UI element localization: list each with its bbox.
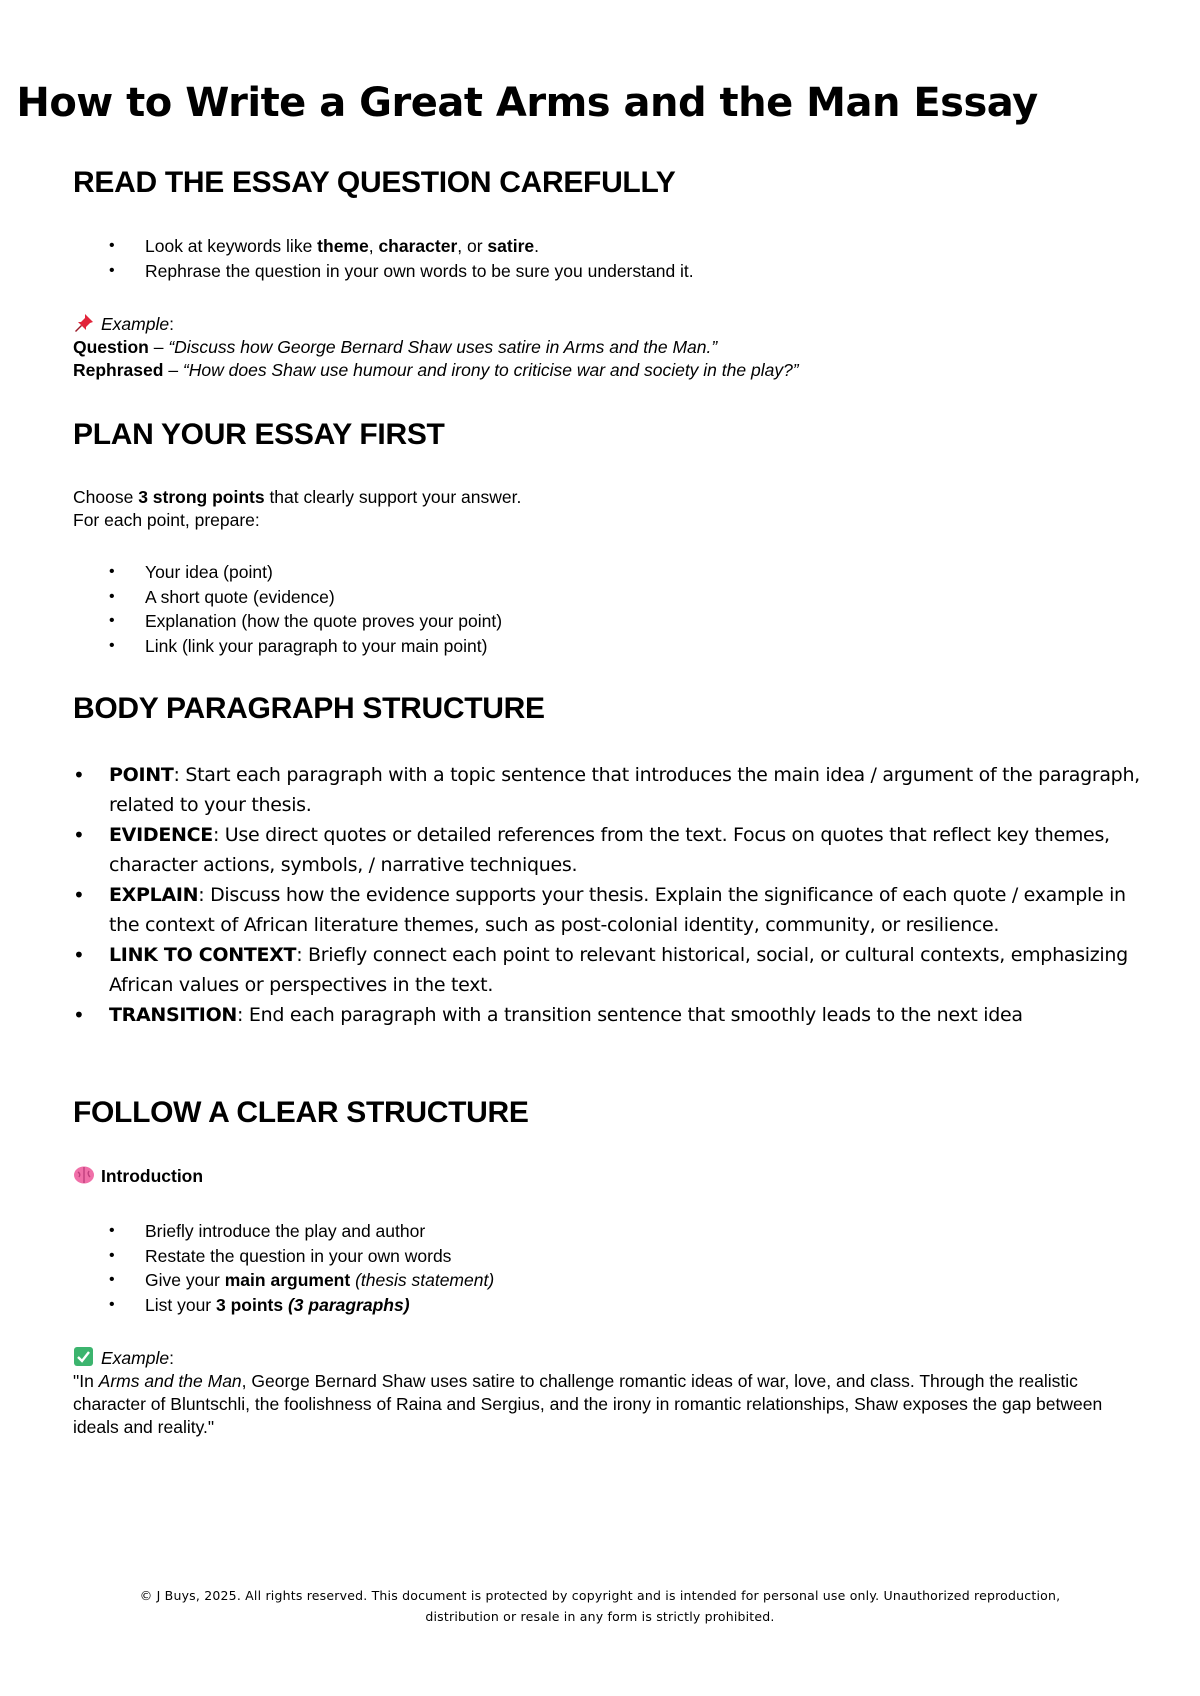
list-item: • Look at keywords like theme, character, or satire. — [73, 234, 1133, 259]
keyword-list — [73, 234, 1133, 283]
body-structure-list — [73, 760, 1148, 1030]
list-item: • Your idea (point) — [73, 560, 1133, 585]
rephrased-line: Rephrased – “How does Shaw use humour and irony to criticise war and society in the play?” — [73, 360, 799, 380]
list-item: • EVIDENCE: Use direct quotes or detailed references from the text. Focus on quotes that reflect key themes, character actions, symbols, / narrative techniques. — [73, 820, 1148, 880]
list-item: • Rephrase the question in your own words to be sure you understand it. — [73, 259, 1133, 284]
list-item: • TRANSITION: End each paragraph with a transition sentence that smoothly leads to the next idea — [73, 1000, 1148, 1030]
plan-list — [73, 560, 1133, 658]
introduction-label: Introduction — [73, 1165, 1133, 1188]
copyright-footer — [0, 1585, 1200, 1627]
section-heading-plan-essay: PLAN YOUR ESSAY FIRST — [73, 418, 445, 451]
check-mark-icon — [73, 1347, 95, 1367]
list-item: • List your 3 points (3 paragraphs) — [73, 1293, 1133, 1318]
document-title: How to Write a Great Arms and the Man Essay — [16, 80, 1038, 126]
for-each-line: For each point, prepare: — [73, 510, 260, 530]
list-item: • EXPLAIN: Discuss how the evidence supports your thesis. Explain the significance of each quote / example in the context of African literature themes, such as post-colonial identity, community, or resilience. — [73, 880, 1148, 940]
section-heading-read-question: READ THE ESSAY QUESTION CAREFULLY — [73, 166, 676, 199]
list-item: • Restate the question in your own words — [73, 1244, 1133, 1269]
footer-line: distribution or resale in any form is strictly prohibited. — [425, 1609, 775, 1624]
example-label-line: Example: — [73, 1347, 1133, 1370]
plan-intro — [73, 486, 1133, 532]
example-paragraph: "In Arms and the Man, George Bernard Shaw uses satire to challenge romantic ideas of war, love, and class. Through the realistic character of Bluntschli, the foolishness of Raina and Sergius, and the irony in romantic relationships, Shaw exposes the gap between ideals and reality." — [73, 1371, 1103, 1437]
introduction-example — [73, 1347, 1133, 1439]
brain-icon — [73, 1165, 95, 1185]
introduction-list — [73, 1219, 1133, 1317]
question-example — [73, 313, 1133, 382]
choose-line: Choose 3 strong points that clearly support your answer. — [73, 487, 522, 507]
question-line: Question – “Discuss how George Bernard Shaw uses satire in Arms and the Man.” — [73, 337, 718, 357]
example-label-line: Example: — [73, 313, 1133, 336]
list-item: • Briefly introduce the play and author — [73, 1219, 1133, 1244]
list-item: • Give your main argument (thesis statement) — [73, 1268, 1133, 1293]
section-heading-clear-structure: FOLLOW A CLEAR STRUCTURE — [73, 1096, 529, 1129]
list-item: • Explanation (how the quote proves your point) — [73, 609, 1133, 634]
footer-line: © J Buys, 2025. All rights reserved. This document is protected by copyright and is intended for personal use only. Unauthorized reproduction, — [139, 1588, 1061, 1603]
list-item: • A short quote (evidence) — [73, 585, 1133, 610]
section-heading-body-paragraph: BODY PARAGRAPH STRUCTURE — [73, 692, 545, 725]
list-item: • LINK TO CONTEXT: Briefly connect each point to relevant historical, social, or cultural contexts, emphasizing African values or perspectives in the text. — [73, 940, 1148, 1000]
pushpin-icon — [73, 313, 95, 333]
list-item: • POINT: Start each paragraph with a topic sentence that introduces the main idea / argument of the paragraph, related to your thesis. — [73, 760, 1148, 820]
list-item: • Link (link your paragraph to your main point) — [73, 634, 1133, 659]
